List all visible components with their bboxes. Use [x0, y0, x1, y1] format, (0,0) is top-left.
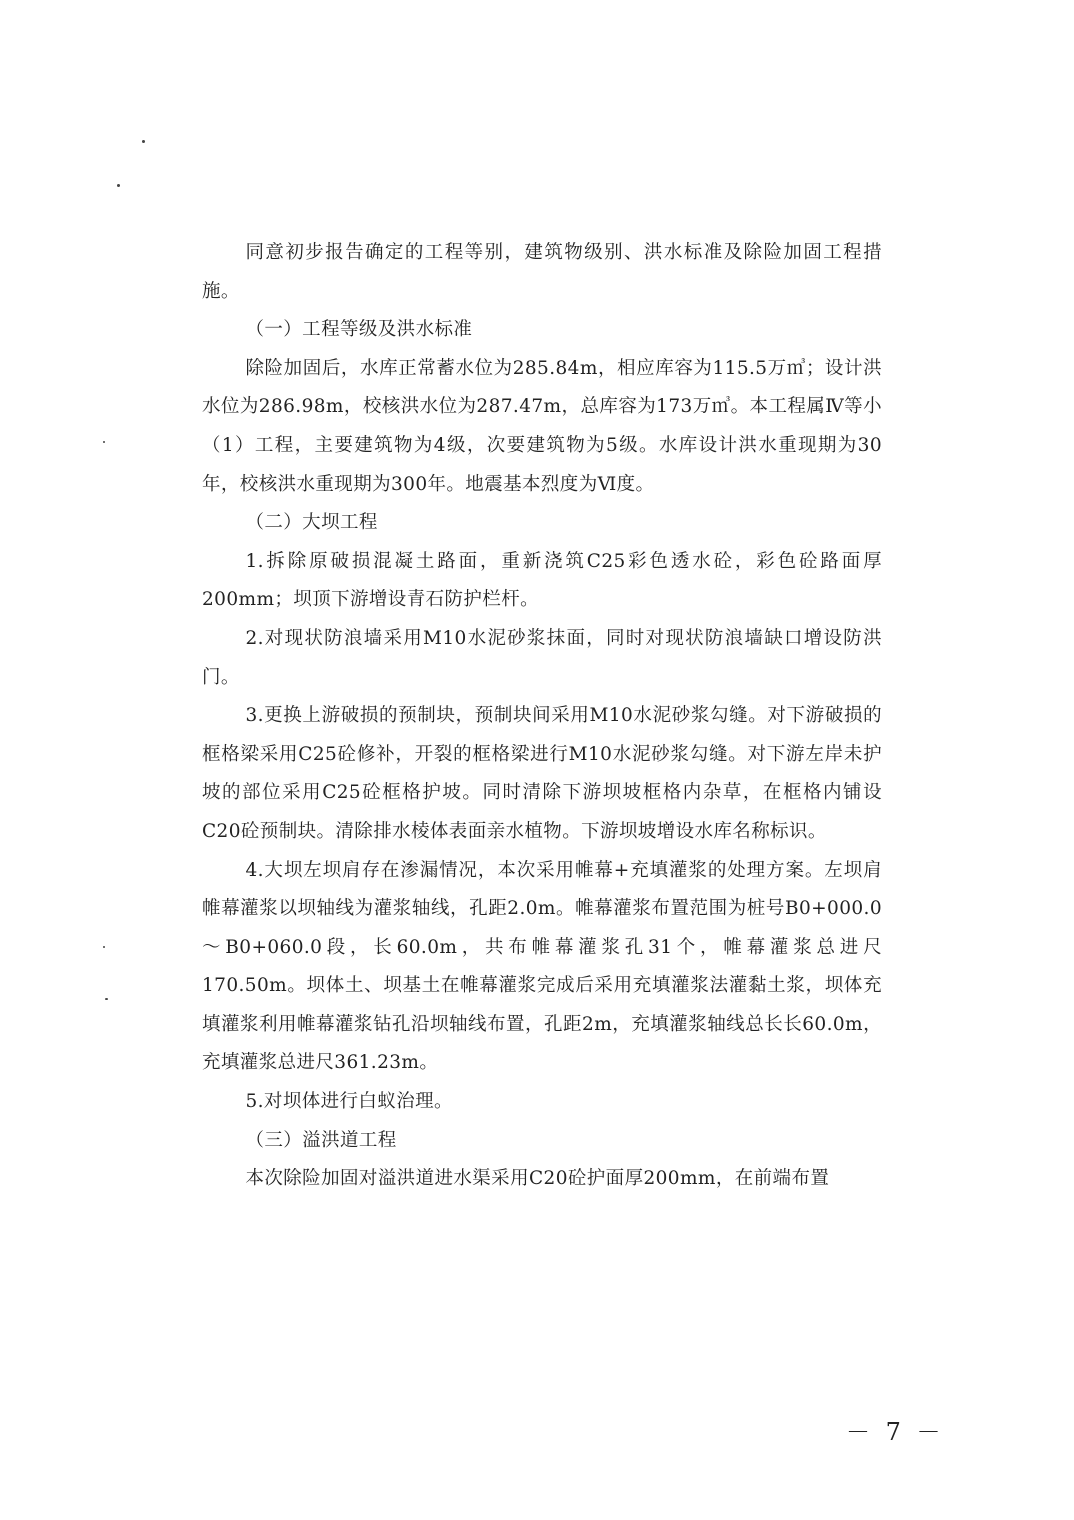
- document-body: [202, 234, 882, 1199]
- paragraph-dam-item-4: 4.大坝左坝肩存在渗漏情况，本次采用帷幕+充填灌浆的处理方案。左坝肩帷幕灌浆以坝轴线为灌浆轴线，孔距2.0m。帷幕灌浆布置范围为桩号B0+000.0～B0+060.0段，长60.0m，共布帷幕灌浆孔31个，帷幕灌浆总进尺170.50m。坝体土、坝基土在帷幕灌浆完成后采用充填灌浆法灌黏土浆，坝体充填灌浆利用帷幕灌浆钻孔沿坝轴线布置，孔距2m，充填灌浆轴线总长长60.0m，充填灌浆总进尺361.23m。: [202, 859, 882, 1074]
- section-heading-2: （二）大坝工程: [245, 512, 378, 534]
- paragraph-dam-item-1: 1.拆除原破损混凝土路面，重新浇筑C25彩色透水砼，彩色砼路面厚200mm；坝顶下游增设青石防护栏杆。: [202, 550, 882, 611]
- paragraph-dam-item-2: 2.对现状防浪墙采用M10水泥砂浆抹面，同时对现状防浪墙缺口增设防洪门。: [202, 627, 882, 688]
- paragraph-flood-standard: 除险加固后，水库正常蓄水位为285.84m，相应库容为115.5万㎥；设计洪水位为286.98m，校核洪水位为287.47m，总库容为173万㎥。本工程属Ⅳ等小（1）工程，主要建筑物为4级，次要建筑物为5级。水库设计洪水重现期为30年，校核洪水重现期为300年。地震基本烈度为Ⅵ度。: [202, 357, 882, 495]
- paragraph-dam-item-5: 5.对坝体进行白蚁治理。: [245, 1091, 453, 1113]
- paragraph-spillway: 本次除险加固对溢洪道进水渠采用C20砼护面厚200mm，在前端布置: [245, 1168, 830, 1190]
- scan-speck: [103, 946, 105, 948]
- scan-speck: [105, 998, 108, 1000]
- paragraph-intro: 同意初步报告确定的工程等别，建筑物级别、洪水标准及除险加固工程措施。: [202, 242, 882, 302]
- scan-speck: [142, 140, 145, 143]
- scan-speck: [103, 441, 105, 443]
- page-number: － 7 －: [846, 1418, 945, 1446]
- section-heading-3: （三）溢洪道工程: [245, 1129, 397, 1151]
- paragraph-dam-item-3: 3.更换上游破损的预制块，预制块间采用M10水泥砂浆勾缝。对下游破损的框格梁采用C25砼修补，开裂的框格梁进行M10水泥砂浆勾缝。对下游左岸未护坡的部位采用C25砼框格护坡。同时清除下游坝坡框格内杂草，在框格内铺设C20砼预制块。清除排水棱体表面亲水植物。下游坝坡增设水库名称标识。: [202, 705, 882, 842]
- scan-speck: [117, 184, 120, 187]
- section-heading-1: （一）工程等级及洪水标准: [245, 319, 473, 341]
